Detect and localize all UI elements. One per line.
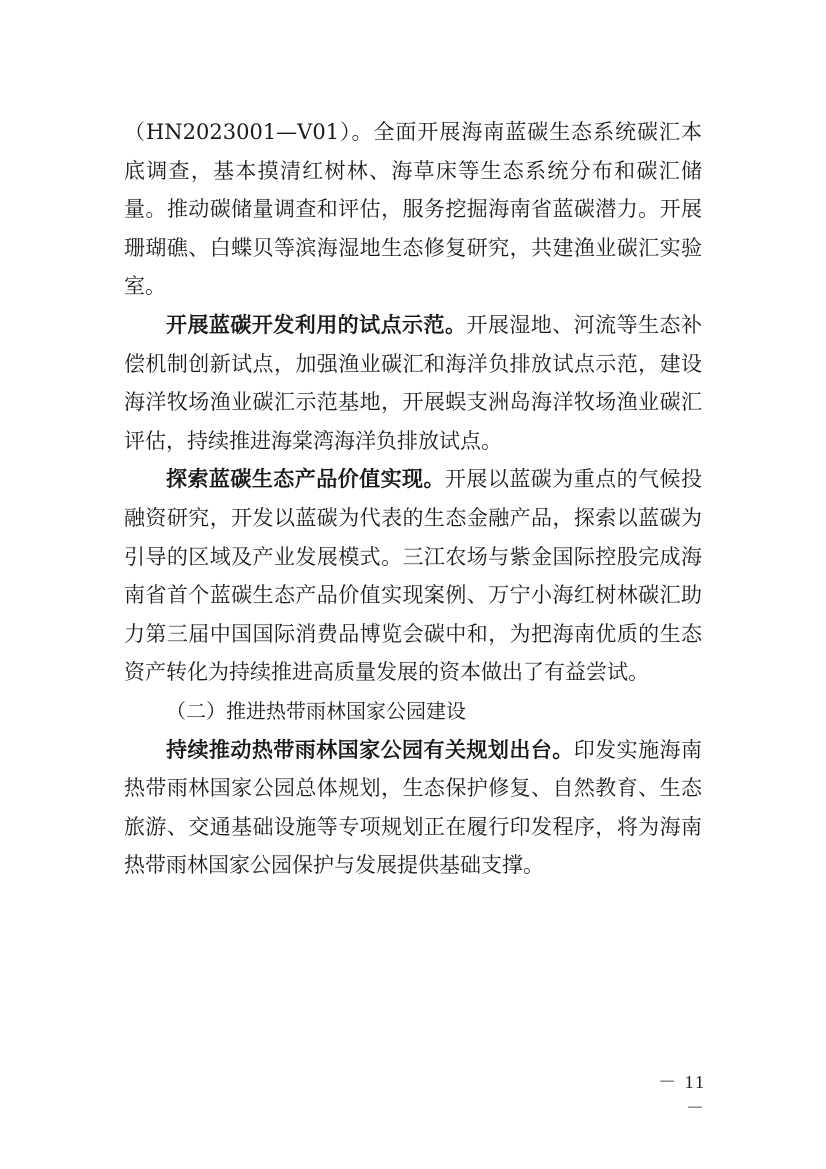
paragraph-rainforest-planning <box>124 731 702 885</box>
paragraph-text: （HN2023001—V01）。全面开展海南蓝碳生态系统碳汇本底调查，基本摸清红树林、海草床等生态系统分布和碳汇储量。推动碳储量调查和评估，服务挖掘海南省蓝碳潜力。开展珊瑚礁、白蝶贝等滨海湿地生态修复研究，共建渔业碳汇实验室。 <box>124 120 702 299</box>
body-text <box>124 113 702 885</box>
page-number: － 11 － <box>658 1072 706 1118</box>
paragraph-lead: 开展蓝碳开发利用的试点示范。 <box>166 311 467 337</box>
paragraph-value-realization <box>124 460 702 692</box>
paragraph-pilot-demonstration <box>124 306 702 460</box>
paragraph-text: 开展以蓝碳为重点的气候投融资研究，开发以蓝碳为代表的生态金融产品，探索以蓝碳为引导的区域及产业发展模式。三江农场与紫金国际控股完成海南省首个蓝碳生态产品价值实现案例、万宁小海红树林碳汇助力第三届中国国际消费品博览会碳中和，为把海南优质的生态资产转化为持续推进高质量发展的资本做出了有益尝试。 <box>124 467 703 685</box>
paragraph-text: 开展湿地、河流等生态补偿机制创新试点，加强渔业碳汇和海洋负排放试点示范，建设海洋牧场渔业碳汇示范基地，开展蜈支洲岛海洋牧场渔业碳汇评估，持续推进海棠湾海洋负排放试点。 <box>124 312 703 453</box>
paragraph-lead: 探索蓝碳生态产品价值实现。 <box>166 466 445 492</box>
paragraph-lead: 持续推动热带雨林国家公园有关规划出台。 <box>166 736 574 762</box>
section-subheading: （二）推进热带雨林国家公园建设 <box>166 698 466 723</box>
paragraph-text: 印发实施海南热带雨林国家公园总体规划，生态保护修复、自然教育、生态旅游、交通基础设施等专项规划正在履行印发程序，将为海南热带雨林国家公园保护与发展提供基础支撑。 <box>124 737 703 878</box>
paragraph-baseline-survey <box>124 113 702 306</box>
